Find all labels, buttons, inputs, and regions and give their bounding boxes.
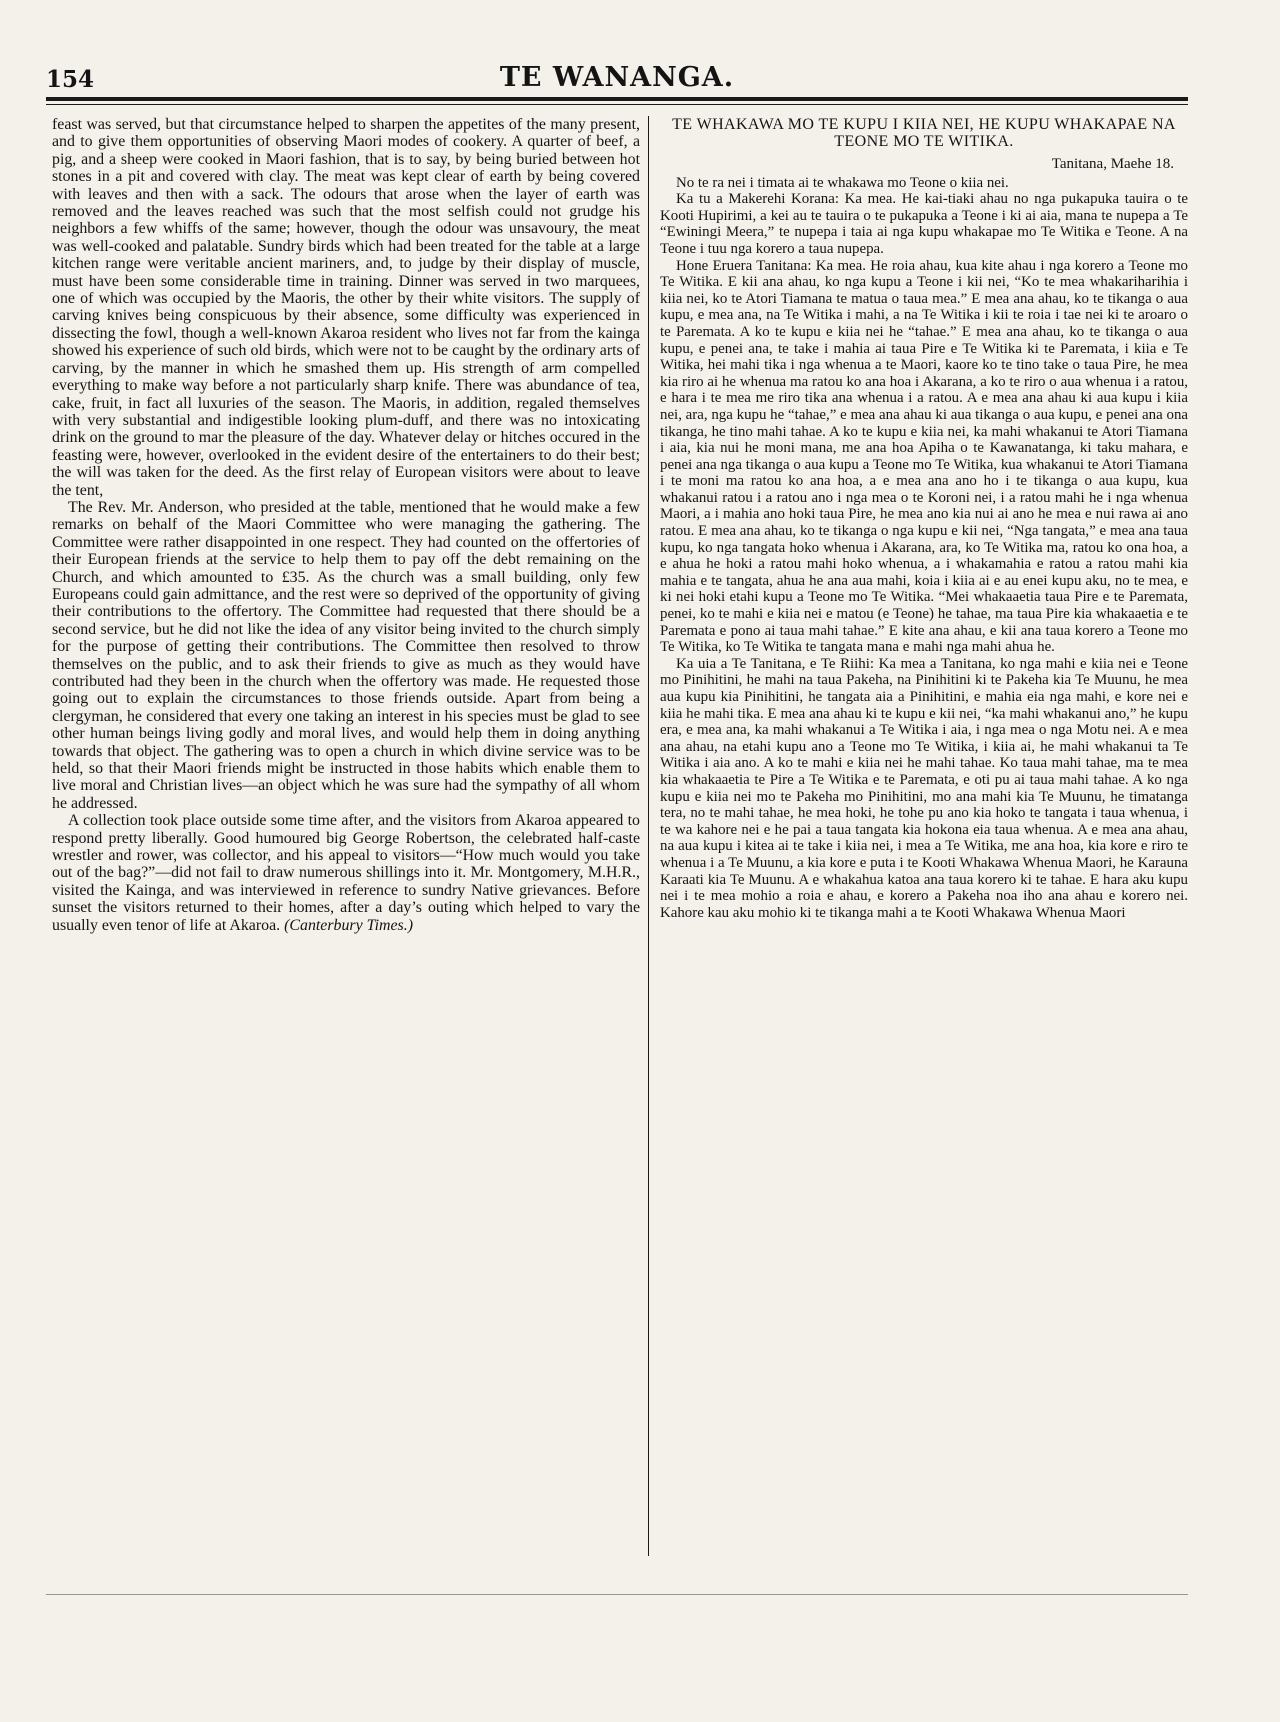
right-paragraph-2: Ka tu a Makerehi Korana: Ka mea. He kai-tiaki ahau no nga pukapuka tauira o te Kooti Hupirimi, a kei au te tauira o te pukapuka a Teone i ki ai aia, mana te nupepa a Te “Ewiningi Meera,” te nupepa i taia ai nga kupu whakapae mo Te Witika e Teone. A na Teone i tuu nga korero a taua nupepa. <box>660 191 1188 257</box>
left-paragraph-3 <box>52 812 640 934</box>
header-rule-thick <box>46 97 1188 101</box>
dateline: Tanitana, Maehe 18. <box>1051 156 1174 172</box>
right-column <box>660 116 1188 921</box>
left-paragraph-1: feast was served, but that circumstance helped to sharpen the appetites of the many present, and to give them opportunities of observing Maori modes of cookery. A quarter of beef, a pig, and a sheep were cooked in Maori fashion, that is to say, by being buried between hot stones in a pit and covered with clay. The meat was kept clear of earth by being covered with leaves and then with a sack. The odours that arose when the layer of earth was removed and the leaves reached was such that the most selfish could not grudge his neighbors a few whiffs of the same; however, though the odour was unsavoury, the meat was well-cooked and palatable. Sundry birds which had been treated for the table at a large kitchen range were veritable ancient mariners, and, to judge by their display of muscle, must have been some considerable time in training. Dinner was served in two marquees, one of which was occupied by the Maoris, the other by their white visitors. The supply of carving knives being conspicuous by their absence, some difficulty was experienced in dissecting the fowl, though a well-known Akaroa resident who lives not far from the kainga showed his experience of such old birds, which were not to be caught by the ordinary arts of carving, by the manner in which he smashed them up. His strength of arm compelled everything to make way before a not particularly sharp knife. There was abundance of tea, cake, fruit, in fact all luxuries of the season. The Maoris, in addition, regaled themselves with very substantial and indigestible looking plum-duff, and there was no intoxicating drink on the ground to mar the pleasure of the day. Whatever delay or hitches occured in the feasting were, however, overlooked in the evident desire of the entertainers to do their best; the will was taken for the deed. As the first relay of European visitors were about to leave the tent, <box>52 116 640 499</box>
right-paragraph-4: Ka uia a Te Tanitana, e Te Riihi: Ka mea a Tanitana, ko nga mahi e kiia nei e Teone mo Pinihitini, he mahi na taua Pakeha, na Pinihitini ki te Pakeha kia Te Muunu, he mea aua kupu kia Pinihitini, he tangata aia a Pinihitini, e mahia eia nga mahi, e kore nei e kiia he mahi tika. E mea ana ahau ki te kupu e kii nei, “ka mahi whakanui ano,” he kupu era, e mea ana, ka mahi whakanui a Te Witika i aia, i nga mea o nga Motu nei. A e mea ana ahau, na etahi kupu ano a Teone mo Te Witika, i kiia ai, he mahi whakanui ta Te Witika i aia ano. A ko te mahi e kiia nei he mahi tahae. Ko taua mahi tahae, ma te mea kia whakaaetia te Pire a Te Witika e te Paremata, e oti pu ai taua mahi tahae. A ko nga kupu e kiia nei mo te Pakeha mo Pinihitini, mo ana mahi kia Te Muunu, he timatanga tera, no te mahi tahae, he mea hoki, he tohe pu ano kia hoko te tangata i taua whenua, i te wa kahore nei e he pai a taua tangata kia hokona eia taua whenua. A e mea ana ahau, na aua kupu i kitea ai te take i kiia nei, i mea a Te Witika, me ana hoa, kia kore e riro te whenua i a Te Muunu, a kia kore e puta i te Kooti Whakawa Whenua Maori, he Karauna Karaati kia Te Muunu. A e whakahua katoa ana taua korero ki te tahae. E hara aku kupu nei i te mea mohio a roia e ahau, e korero a Pakeha noa iho ana ahau e korero nei. Kahore kau aku mohio ki te tikanga mahi a te Kooti Whakawa Whenua Maori <box>660 655 1188 921</box>
page-number: 154 <box>46 66 95 93</box>
source-credit: (Canterbury Times.) <box>284 916 413 934</box>
article-heading: TE WHAKAWA MO TE KUPU I KIIA NEI, HE KUPU WHAKAPAE NA TEONE MO TE WITIKA. <box>672 116 1176 150</box>
article-columns <box>46 116 1188 1556</box>
right-paragraph-3: Hone Eruera Tanitana: Ka mea. He roia ahau, kua kite ahau i nga korero a Teone mo Te Witika. E kii ana ahau, ko nga kupu a Teone i kii nei, “Ko te mea whakariharihia i kiia nei, ko te Atori Tiamana te matua o taua mea.” E mea ana ahau, ko te tikanga o aua kupu, e mea ana, na Te Witika i mahi, a na Te Witika i kii te roia i tae nei ki te aroaro o te Paremata. A ko te kupu e kiia nei he “tahae.” E mea ana ahau, ko te tikanga o aua kupu, e penei ana, te take i mahia ai taua Pire e Te Witika ki te Paremata, i kiia e Te Witika, hei mahi tika i nga whenua a te Maori, kaore ko te tino take o taua Pire, he mea kia riro ai he whenua ma ratou ko ana hoa i Akarana, a ko te riro o aua whenua i a ratou, e hara i te mea me riro tika ana whenua i a ratou. A e mea ana ahau ki aua kupu i kiia nei, ara, nga kupu he “tahae,” e mea ana ahau ki aua tikanga o aua kupu, e penei ana ona tikanga, he tino mahi tahae. A ko te kupu e kiia nei, ka mahi whakanui te Atori Tiamana i aia, kia nui he moni mana, me ana hoa Apiha o te Kawanatanga, ki taku mahara, e penei ana nga tikanga o aua kupu a Teone mo Te Witika, kua whakanui te Atori Tiamana i te moni ma ratou ko ana hoa, a e mea ana ano ho i te tikanga o aua kupu, kua whakanui ratou i a ratou ano i nga mea o te Koroni nei, i a ratou mahi he i nga whenua Maori, a i mahia ano hoki taua Pire, he mea ano kia nui ai ano he mea e nui rawa ai ano ratou. E mea ana ahau, ko te tikanga o nga kupu e kii nei, “Nga tangata,” e mea ana taua kupu, ko nga tangata hoko whenua i Akarana, ara, ko Te Witika ma, ratou ko ona hoa, a e ahua he hoki a ratou mahi hoko whenua, a i whakamahia e ratou a ratou mahi kia mahia e te tangata, ahua he ana aua mahi, koia i kiia ai e au enei kupu aku, no te mea, e ki nei hoki etahi kupu a Teone mo Te Witika. “Mei whakaaetia taua Pire e te Paremata, penei, ko te mahi e kiia nei e matou (e Teone) he tahae, ma taua Pire kia whakaaetia e te Paremata e pono ai taua mahi tahae.” E kite ana ahau, e kii ana taua korero a Teone mo Te Witika, ko Te Witika te tangata mana e mahi nga mahi ahua he. <box>660 257 1188 656</box>
left-column <box>52 116 640 934</box>
header-rule-thin <box>46 104 1188 105</box>
column-divider <box>648 116 649 1556</box>
running-title: TE WANANGA. <box>499 62 735 93</box>
bottom-rule <box>46 1594 1188 1595</box>
newspaper-page <box>46 52 1188 1692</box>
left-paragraph-3-text: A collection took place outside some time after, and the visitors from Akaroa appeared to respond pretty liberally. Good humoured big George Robertson, the celebrated half-caste wrestler and rower, was collector, and his appeal to visitors—“How much would you take out of the bag?”—did not fail to draw numerous shillings into it. Mr. Montgomery, M.H.R., visited the Kainga, and was interviewed in reference to sundry Native grievances. Before sunset the visitors returned to their homes, after a day’s outing which helped to vary the usually even tenor of life at Akaroa. <box>52 812 640 934</box>
left-paragraph-2: The Rev. Mr. Anderson, who presided at the table, mentioned that he would make a few remarks on behalf of the Maori Committee who were managing the gathering. The Committee were rather disappointed in one respect. They had counted on the offertories of their European friends at the service to help them to pay off the debt remaining on the Church, and which amounted to £35. As the church was a small building, only few Europeans could gain admittance, and the rest were so deprived of the opportunity of giving their contributions to the offertory. The Committee had requested that there should be a second service, but he did not like the idea of any visitor being invited to the church simply for the purpose of getting their contributions. The Committee then resolved to throw themselves on the public, and to ask their friends to give as much as they would have contributed had they been in the church when the offertory was made. He requested those going out to explain the circumstances to those friends outside. Apart from being a clergyman, he considered that every one taking an interest in his species must be glad to see other human beings living godly and moral lives, and would help them in doing anything towards that object. The gathering was to open a church in which divine service was to be held, so that their Maori friends might be instructed in those habits which enable them to live moral and Christian lives—an object which he was sure had the sympathy of all whom he addressed. <box>52 498 640 812</box>
right-paragraph-1: No te ra nei i timata ai te whakawa mo Teone o kiia nei. <box>676 174 1009 191</box>
page-header <box>46 52 1188 98</box>
